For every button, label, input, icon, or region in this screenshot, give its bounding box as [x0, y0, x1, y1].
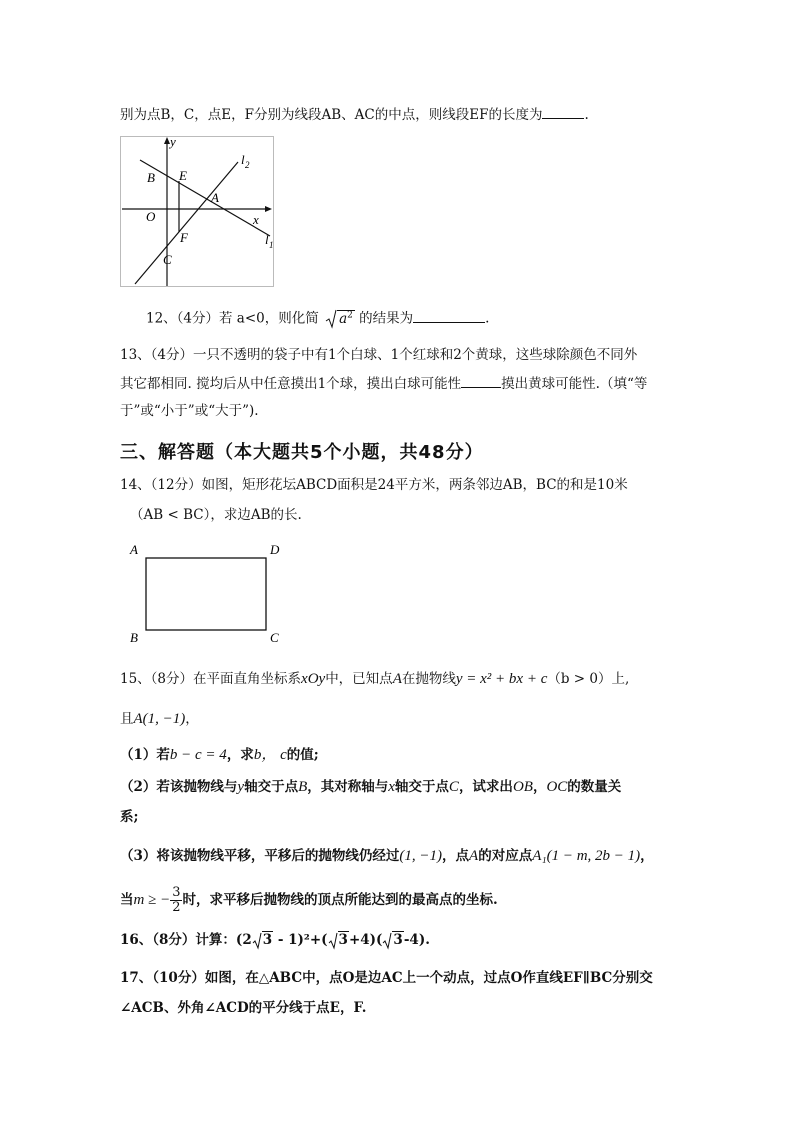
q15-p3-m: m ≥ −	[133, 892, 171, 908]
q15-part2	[120, 777, 734, 797]
q15-p1-c: 的值;	[286, 747, 319, 763]
q12-end: .	[485, 310, 490, 327]
q15-p1-vars: b， c	[253, 747, 287, 763]
q16-sqrt-sign-1	[252, 932, 262, 950]
q15-p3-c: 的对应点	[478, 848, 533, 864]
q15-p1-eq: b − c = 4	[169, 747, 227, 763]
q13-line3: 于”或“小于”或“大于”).	[120, 403, 259, 419]
q16-d: -4).	[403, 932, 430, 948]
q13-line2-a: 其它都相同. 搅均后从中任意摸出1个球，摸出白球可能性	[120, 376, 462, 392]
q12-line	[146, 305, 734, 329]
label-x: x	[253, 212, 259, 227]
lines-figure	[120, 136, 285, 296]
q15-pt-A: A	[392, 671, 402, 687]
rect-label-A: A	[130, 542, 138, 557]
q15-part3-cont	[120, 880, 734, 920]
label-E: E	[179, 168, 187, 183]
q13-line1: 13、（4分）一只不透明的袋子中有1个白球、1个红球和2个黄球，这些球除颜色不同外	[120, 347, 638, 363]
q17-line2: ∠ACB、外角∠ACD的平分线于点E，F.	[120, 1000, 367, 1016]
label-C: C	[163, 252, 172, 267]
q15-pt-A-coord: A(1, −1)	[133, 711, 186, 727]
q12-suffix: 的结果为	[359, 310, 414, 327]
q15-p3-A: A	[469, 848, 479, 864]
q15-p2-OC: OC	[546, 779, 568, 795]
q15-p3-when: 当	[120, 892, 134, 908]
q11-end: .	[584, 107, 589, 123]
rect-label-D: D	[270, 542, 280, 557]
q15-p1-b: ，求	[226, 747, 254, 763]
q15-p3-pt: (1, −1)	[399, 848, 443, 864]
q11-line	[120, 104, 734, 125]
q13-line2-b: 摸出黄球可能性.（填“等	[501, 376, 648, 392]
sqrt-radicand: a	[339, 310, 348, 327]
figure-frame	[121, 137, 274, 287]
q15-p2-x: x	[388, 779, 395, 795]
q14-line2: （AB < BC），求边AB的长.	[130, 507, 302, 523]
q15-p3-d: ，	[640, 848, 654, 864]
q11-blank[interactable]	[542, 104, 584, 119]
q15-p2-a: （2）若该抛物线与	[120, 779, 238, 795]
q15-p1-a: （1）若	[120, 747, 170, 763]
q13-blank[interactable]	[461, 373, 501, 388]
q15-p3-text: 时，求平移后抛物线的顶点所能达到的最高点的坐标.	[182, 892, 498, 908]
rect-label-C: C	[270, 630, 279, 645]
q11-text: 别为点B，C，点E，F分别为线段AB、AC的中点，则线段EF的长度为	[120, 107, 543, 123]
q15-text-b: 中，已知点	[325, 671, 393, 687]
rect-ABCD	[146, 558, 266, 630]
sqrt-radicand-box	[337, 310, 355, 327]
q15-part3	[120, 846, 734, 866]
q15-text-a: 15、（8分）在平面直角坐标系	[120, 671, 302, 687]
label-l1: l	[265, 232, 269, 247]
q15-line1	[120, 669, 734, 689]
label-B: B	[147, 170, 155, 185]
label-O: O	[146, 209, 156, 224]
q15-p2-g: 的数量关	[567, 779, 622, 795]
q15-p3-a: （3）将该抛物线平移，平移后的抛物线仍经过	[120, 848, 400, 864]
q15-p2-c: ，其对称轴与	[307, 779, 389, 795]
q16-radicand-3: 3	[393, 932, 403, 948]
q15-xoy: xOy	[301, 671, 326, 687]
x-axis-arrow	[265, 206, 272, 212]
q15-p2-B: B	[298, 779, 308, 795]
q13-line2	[120, 373, 734, 394]
fraction-numerator: 3	[172, 885, 181, 900]
q16-sqrt-sign-3	[382, 932, 392, 950]
label-l1-sub: 1	[269, 240, 274, 250]
q15-part1	[120, 745, 734, 765]
q15-p2-C: C	[448, 779, 459, 795]
q15-p2-f: ，	[532, 779, 547, 795]
label-l2: l	[241, 152, 245, 167]
q16-radicand-1: 3	[262, 932, 273, 948]
q16-b: - 1)²+(	[273, 932, 328, 948]
q15-p2-e: ，试求出	[458, 779, 513, 795]
rect-figure	[124, 540, 294, 650]
q15-comma: ，	[185, 711, 199, 727]
q16-sqrt-sign-2	[328, 932, 338, 950]
section-3-title: 三、解答题（本大题共5个小题，共48分）	[120, 442, 484, 463]
q16-radicand-2: 3	[338, 932, 348, 948]
q15-and: 且	[120, 711, 134, 727]
q16-c: +4)(	[348, 932, 383, 948]
fraction-denominator: 2	[172, 900, 181, 915]
sqrt-exp: 2	[347, 310, 353, 320]
q15-line2	[120, 709, 734, 729]
q15-p2-OB: OB	[512, 779, 533, 795]
line-l1	[140, 160, 270, 236]
q15-fraction	[170, 886, 182, 915]
q17-line1: 17、（10分）如图，在△ABC中，点O是边AC上一个动点，过点O作直线EF∥BC分别交	[120, 970, 653, 986]
label-A: A	[211, 190, 219, 205]
rect-label-B: B	[130, 630, 138, 645]
q15-part2-cont: 系;	[120, 809, 139, 825]
q16-a: 16、（8分）计算：(2	[120, 932, 252, 948]
label-y: y	[170, 136, 176, 149]
q12-blank[interactable]	[413, 308, 485, 323]
label-l2-sub: 2	[245, 160, 250, 170]
q14-line1: 14、（12分）如图，矩形花坛ABCD面积是24平方米，两条邻边AB，BC的和是10米	[120, 477, 628, 493]
q15-text-c: 在抛物线	[401, 671, 456, 687]
q15-condition: （b > 0）上,	[547, 671, 630, 687]
q15-p3-b: ，点	[442, 848, 470, 864]
q15-p2-y: y	[237, 779, 245, 795]
sqrt-sign	[325, 309, 337, 329]
q12-prefix: 12、（4分）若 a<0，则化简	[146, 310, 319, 327]
q15-p2-b: 轴交于点	[244, 779, 299, 795]
q15-parabola-eq: y = x² + bx + c	[455, 671, 548, 687]
label-F: F	[180, 230, 188, 245]
q16-line	[120, 930, 734, 950]
q15-p2-d: 轴交于点	[394, 779, 449, 795]
q15-p3-A1: A₁(1 − m, 2b − 1)	[532, 848, 641, 864]
